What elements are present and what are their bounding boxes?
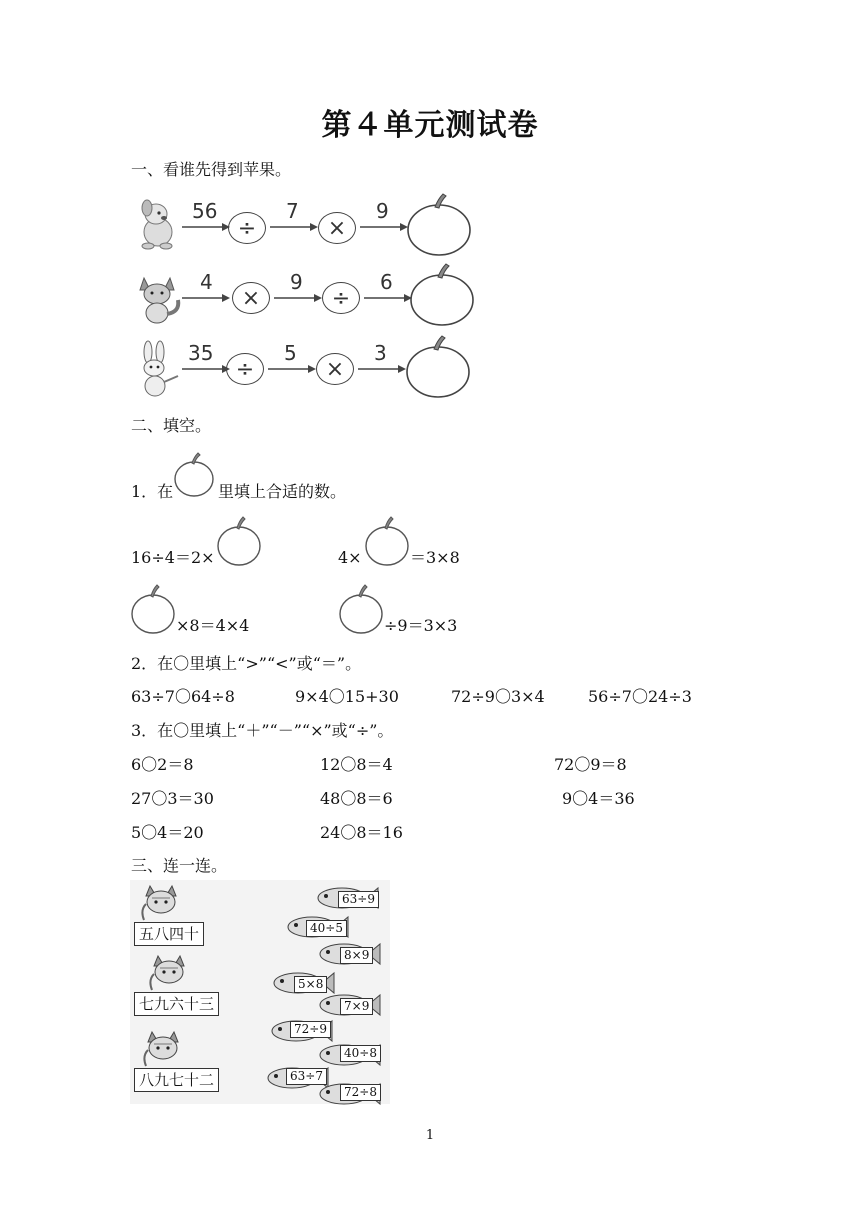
section2-heading: 二、填空。: [131, 416, 212, 435]
fish-label: 72÷8: [340, 1084, 381, 1101]
apple-blank-input[interactable]: [364, 516, 410, 566]
cat-label[interactable]: 五八四十: [134, 922, 204, 946]
q2-item[interactable]: 9×4〇15+30: [295, 687, 399, 706]
q3-item[interactable]: 6〇2＝8: [131, 755, 194, 774]
fish-label: 8×9: [340, 947, 373, 964]
q1-eq-b-right: ＝3×8: [410, 548, 460, 567]
chain-number: 4: [200, 270, 213, 294]
arrow-icon: [364, 293, 412, 303]
q3-item[interactable]: 12〇8＝4: [320, 755, 393, 774]
chain-number: 9: [290, 270, 303, 294]
chain-number: 3: [374, 341, 387, 365]
apple-icon: [173, 452, 215, 498]
q3-item[interactable]: 5〇4＝20: [131, 823, 204, 842]
operator-circle: ÷: [322, 282, 360, 314]
arrow-icon: [182, 364, 230, 374]
q3-item[interactable]: 27〇3＝30: [131, 789, 214, 808]
arrow-icon: [274, 293, 322, 303]
q1-suffix: 里填上合适的数。: [218, 482, 347, 501]
arrow-icon: [358, 364, 406, 374]
cat-label[interactable]: 八九七十二: [134, 1068, 219, 1092]
apple-icon: [408, 262, 476, 328]
chain-number: 5: [284, 341, 297, 365]
q3-item[interactable]: 24〇8＝16: [320, 823, 403, 842]
chain-number: 9: [376, 199, 389, 223]
chain-number: 6: [380, 270, 393, 294]
apple-icon: [405, 192, 473, 258]
q2-heading: 2．在〇里填上“>”“<”或“＝”。: [131, 654, 362, 673]
q3-item[interactable]: 72〇9＝8: [554, 755, 627, 774]
cat-icon: [142, 1026, 186, 1068]
arrow-icon: [182, 293, 230, 303]
q1-eq-d: ÷9＝3×3: [384, 616, 458, 635]
section3-heading: 三、连一连。: [131, 856, 228, 875]
fox-icon: [134, 270, 184, 328]
q1-eq-c: ×8＝4×4: [176, 616, 250, 635]
q2-item[interactable]: 63÷7〇64÷8: [131, 687, 235, 706]
q2-item[interactable]: 56÷7〇24÷3: [588, 687, 692, 706]
cat-icon: [140, 880, 184, 922]
chain-number: 7: [286, 199, 299, 223]
q2-item[interactable]: 72÷9〇3×4: [451, 687, 545, 706]
fish-label: 5×8: [294, 976, 327, 993]
chain-number: 56: [192, 199, 218, 223]
q1-eq-a: 16÷4＝2×: [131, 548, 215, 567]
dog-icon: [134, 196, 182, 252]
fish-label: 63÷9: [338, 891, 379, 908]
arrow-icon: [270, 222, 318, 232]
apple-blank-input[interactable]: [216, 516, 262, 566]
q3-item[interactable]: 48〇8＝6: [320, 789, 393, 808]
section1-heading: 一、看谁先得到苹果。: [131, 160, 292, 179]
rabbit-icon: [134, 340, 184, 400]
arrow-icon: [360, 222, 408, 232]
arrow-icon: [182, 222, 230, 232]
apple-blank-input[interactable]: [130, 584, 176, 634]
operator-circle: ×: [318, 212, 356, 244]
operator-circle: ÷: [226, 353, 264, 385]
fish-label: 40÷5: [306, 920, 347, 937]
q1-prefix: 1．在: [131, 482, 174, 501]
operator-circle: ×: [232, 282, 270, 314]
q3-item[interactable]: 9〇4＝36: [562, 789, 635, 808]
operator-circle: ×: [316, 353, 354, 385]
q3-heading: 3．在〇里填上“＋”“－”“×”或“÷”。: [131, 721, 394, 740]
cat-icon: [148, 950, 192, 992]
chain-number: 35: [188, 341, 214, 365]
apple-blank-input[interactable]: [338, 584, 384, 634]
page-title: 第４单元测试卷: [321, 108, 539, 143]
fish-label: 63÷7: [286, 1068, 327, 1085]
cat-label[interactable]: 七九六十三: [134, 992, 219, 1016]
fish-label: 40÷8: [340, 1045, 381, 1062]
operator-circle: ÷: [228, 212, 266, 244]
apple-icon: [404, 334, 472, 400]
page-number: 1: [425, 1128, 435, 1143]
q1-eq-b-left: 4×: [338, 548, 362, 567]
arrow-icon: [268, 364, 316, 374]
fish-label: 72÷9: [290, 1021, 331, 1038]
fish-label: 7×9: [340, 998, 373, 1015]
